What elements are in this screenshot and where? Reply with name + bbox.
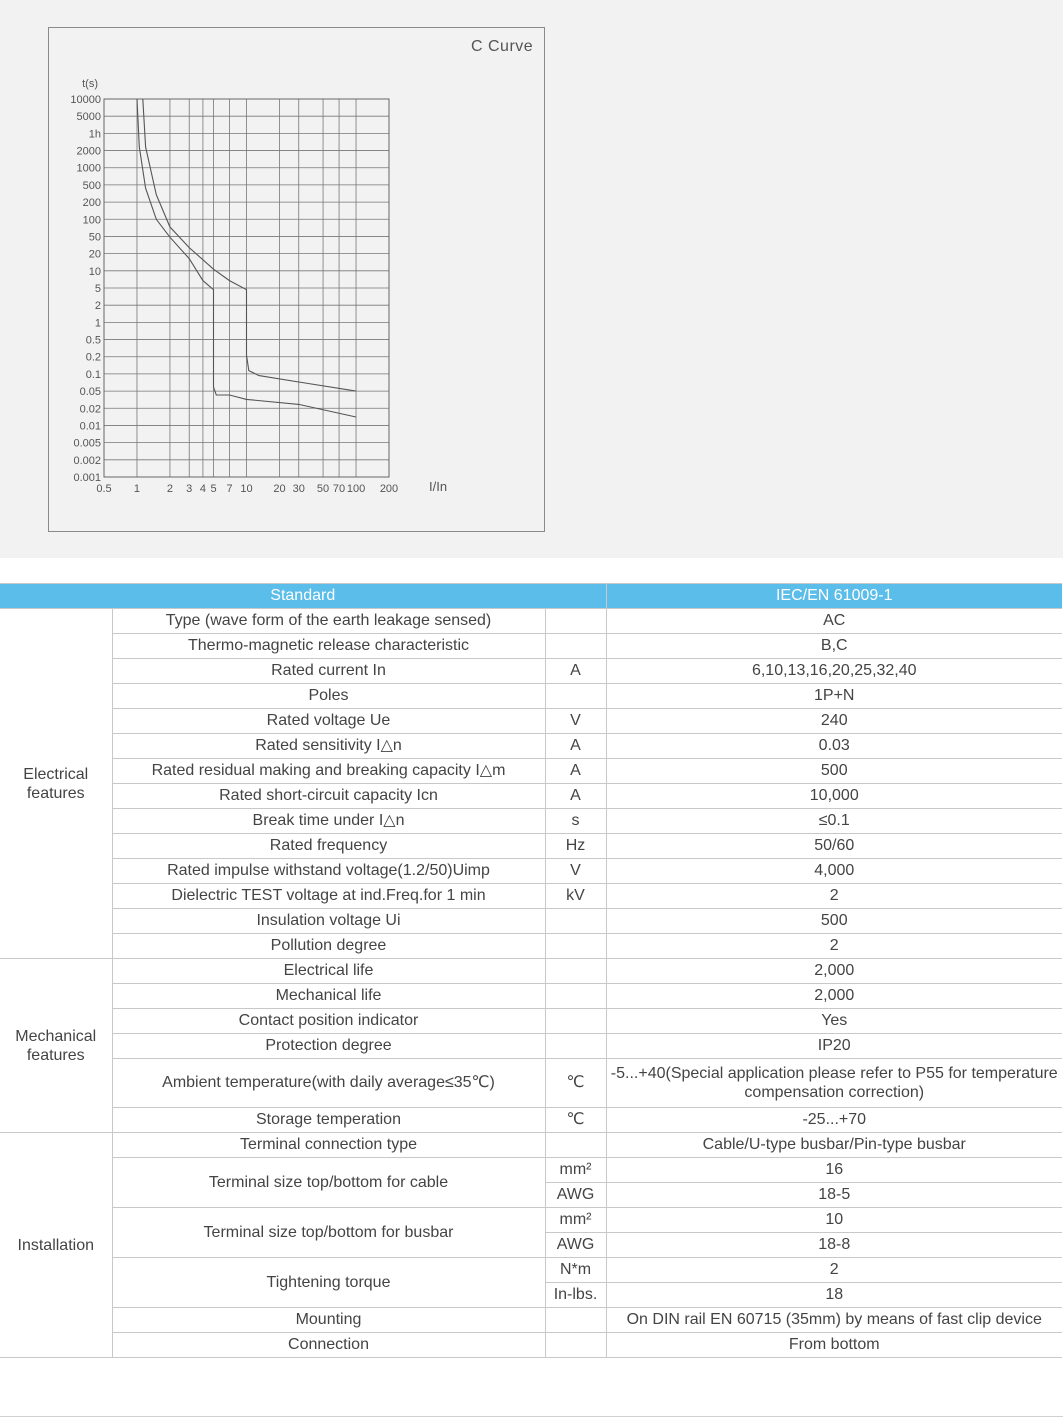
unit-cell (545, 634, 606, 659)
unit-cell: mm² (545, 1208, 606, 1233)
y-tick-label: 2 (94, 300, 101, 313)
y-tick-label: 500 (82, 179, 101, 192)
param-cell: Thermo-magnetic release characteristic (112, 634, 545, 659)
table-row (0, 934, 1062, 959)
table-row (0, 759, 1062, 784)
value-cell: 2,000 (606, 984, 1062, 1009)
unit-cell: A (545, 759, 606, 784)
value-cell: 2,000 (606, 959, 1062, 984)
param-cell: Dielectric TEST voltage at ind.Freq.for 1 min (112, 884, 545, 909)
standard-value: IEC/EN 61009-1 (606, 584, 1062, 609)
param-cell: Rated short-circuit capacity Icn (112, 784, 545, 809)
x-tick-label: 100 (346, 483, 366, 495)
value-cell: 2 (606, 884, 1062, 909)
table-row (0, 1158, 1062, 1183)
value-cell: 4,000 (606, 859, 1062, 884)
param-cell: Rated current In (112, 659, 545, 684)
value-cell: 1P+N (606, 684, 1062, 709)
x-tick-label: 20 (273, 483, 286, 495)
param-cell: Connection (112, 1333, 545, 1358)
value-cell: 2 (606, 1258, 1062, 1283)
param-cell: Type (wave form of the earth leakage sensed) (112, 609, 545, 634)
y-tick-label: 1 (94, 317, 101, 330)
y-tick-label: 0.005 (73, 437, 101, 450)
group-mechanical: Mechanical features (0, 959, 112, 1133)
unit-cell: A (545, 734, 606, 759)
y-tick-label: 0.01 (79, 420, 101, 433)
x-tick-label: 1 (133, 483, 141, 495)
value-cell: 18 (606, 1283, 1062, 1308)
param-cell: Tightening torque (112, 1258, 545, 1308)
param-cell: Mounting (112, 1308, 545, 1333)
unit-cell: ℃ (545, 1059, 606, 1108)
table-row (0, 834, 1062, 859)
value-cell: 0.03 (606, 734, 1062, 759)
y-tick-label: 0.001 (73, 472, 101, 484)
value-cell: 500 (606, 909, 1062, 934)
unit-cell: N*m (545, 1258, 606, 1283)
x-tick-label: 50 (316, 483, 330, 495)
y-tick-label: 0.05 (79, 386, 101, 399)
x-tick-label: 0.5 (96, 483, 112, 495)
param-cell: Protection degree (112, 1034, 545, 1059)
y-tick-label: 0.5 (85, 334, 101, 347)
unit-cell (545, 1333, 606, 1358)
y-tick-label: 20 (88, 248, 101, 261)
unit-cell: V (545, 709, 606, 734)
param-cell: Mechanical life (112, 984, 545, 1009)
table-row (0, 1308, 1062, 1333)
param-cell: Pollution degree (112, 934, 545, 959)
unit-cell (545, 1009, 606, 1034)
unit-cell (545, 609, 606, 634)
param-cell: Ambient temperature(with daily average≤35℃) (112, 1059, 545, 1108)
table-row (0, 784, 1062, 809)
value-cell: 50/60 (606, 834, 1062, 859)
param-cell: Storage temperation (112, 1108, 545, 1133)
y-tick-label: 0.002 (73, 454, 101, 467)
value-cell: -25...+70 (606, 1108, 1062, 1133)
unit-cell (545, 934, 606, 959)
param-cell: Break time under I△n (112, 809, 545, 834)
unit-cell (545, 684, 606, 709)
value-cell: AC (606, 609, 1062, 634)
x-tick-label: 5 (210, 483, 217, 495)
value-cell: ≤0.1 (606, 809, 1062, 834)
param-cell: Rated impulse withstand voltage(1.2/50)Uimp (112, 859, 545, 884)
table-row (0, 1208, 1062, 1233)
unit-cell: kV (545, 884, 606, 909)
unit-cell: AWG (545, 1183, 606, 1208)
table-row (0, 1059, 1062, 1108)
y-tick-label: 0.1 (85, 368, 101, 381)
param-cell: Rated frequency (112, 834, 545, 859)
bottom-divider (0, 1416, 1063, 1417)
chart-panel (0, 0, 1063, 558)
table-row (0, 1133, 1062, 1158)
value-cell: 500 (606, 759, 1062, 784)
y-tick-label: 50 (88, 231, 101, 244)
value-cell: 240 (606, 709, 1062, 734)
x-tick-label: 30 (292, 483, 305, 495)
param-cell: Poles (112, 684, 545, 709)
value-cell: 2 (606, 934, 1062, 959)
value-cell: IP20 (606, 1034, 1062, 1059)
value-cell: 18-8 (606, 1233, 1062, 1258)
table-row (0, 909, 1062, 934)
table-row (0, 959, 1062, 984)
y-tick-label: 1h (88, 128, 101, 141)
table-row (0, 734, 1062, 759)
unit-cell: AWG (545, 1233, 606, 1258)
table-row (0, 634, 1062, 659)
value-cell: 16 (606, 1158, 1062, 1183)
y-axis-label: t(s) (82, 78, 98, 90)
table-row (0, 659, 1062, 684)
x-tick-label: 2 (166, 483, 174, 495)
x-tick-label: 4 (199, 483, 206, 495)
table-row (0, 859, 1062, 884)
value-cell: B,C (606, 634, 1062, 659)
y-tick-label: 1000 (76, 162, 101, 175)
table-row (0, 984, 1062, 1009)
param-cell: Electrical life (112, 959, 545, 984)
param-cell: Terminal size top/bottom for busbar (112, 1208, 545, 1258)
group-installation: Installation (0, 1133, 112, 1358)
unit-cell: A (545, 784, 606, 809)
y-tick-label: 200 (82, 197, 101, 210)
table-row (0, 684, 1062, 709)
unit-cell: mm² (545, 1158, 606, 1183)
table-row (0, 1258, 1062, 1283)
chart-frame (48, 27, 545, 532)
unit-cell: In-lbs. (545, 1283, 606, 1308)
unit-cell (545, 909, 606, 934)
table-row (0, 884, 1062, 909)
param-cell: Rated sensitivity I△n (112, 734, 545, 759)
y-tick-label: 5 (94, 283, 101, 295)
value-cell: Yes (606, 1009, 1062, 1034)
y-tick-label: 10000 (70, 94, 101, 106)
x-tick-label: 3 (186, 483, 193, 495)
value-cell: 18-5 (606, 1183, 1062, 1208)
y-tick-label: 0.2 (85, 351, 101, 364)
x-tick-label: 10 (240, 483, 253, 495)
table-row (0, 1009, 1062, 1034)
value-cell: 10,000 (606, 784, 1062, 809)
y-tick-label: 100 (82, 214, 101, 227)
value-cell: -5...+40(Special application please refer to P55 for temperature compensation correction) (606, 1059, 1062, 1108)
x-tick-label: 200 (379, 483, 399, 495)
value-cell: From bottom (606, 1333, 1062, 1358)
table-row (0, 1333, 1062, 1358)
param-cell: Rated residual making and breaking capacity I△m (112, 759, 545, 784)
value-cell: On DIN rail EN 60715 (35mm) by means of fast clip device (606, 1308, 1062, 1333)
unit-cell: A (545, 659, 606, 684)
group-electrical: Electrical features (0, 609, 112, 959)
param-cell: Rated voltage Ue (112, 709, 545, 734)
table-row (0, 1108, 1062, 1133)
unit-cell (545, 1308, 606, 1333)
curve-line-2 (143, 99, 356, 391)
unit-cell: Hz (545, 834, 606, 859)
y-tick-label: 0.02 (79, 403, 101, 416)
param-cell: Insulation voltage Ui (112, 909, 545, 934)
param-cell: Terminal size top/bottom for cable (112, 1158, 545, 1208)
unit-cell (545, 984, 606, 1009)
param-cell: Contact position indicator (112, 1009, 545, 1034)
unit-cell: s (545, 809, 606, 834)
spec-table (0, 583, 1062, 1358)
y-tick-label: 5000 (76, 111, 101, 124)
unit-cell (545, 1034, 606, 1059)
value-cell: 10 (606, 1208, 1062, 1233)
unit-cell (545, 1133, 606, 1158)
y-tick-label: 2000 (76, 145, 101, 158)
unit-cell (545, 959, 606, 984)
c-curve-chart (49, 28, 546, 533)
y-tick-label: 10 (88, 265, 101, 278)
table-row (0, 809, 1062, 834)
unit-cell: ℃ (545, 1108, 606, 1133)
x-tick-label: 70 (332, 483, 346, 495)
chart-title: C Curve (471, 38, 534, 55)
unit-cell: V (545, 859, 606, 884)
standard-label: Standard (0, 584, 606, 609)
table-row (0, 1034, 1062, 1059)
x-tick-label: 7 (226, 483, 233, 495)
param-cell: Terminal connection type (112, 1133, 545, 1158)
value-cell: 6,10,13,16,20,25,32,40 (606, 659, 1062, 684)
table-row (0, 709, 1062, 734)
x-axis-label: I/In (429, 479, 448, 494)
value-cell: Cable/U-type busbar/Pin-type busbar (606, 1133, 1062, 1158)
table-row (0, 609, 1062, 634)
